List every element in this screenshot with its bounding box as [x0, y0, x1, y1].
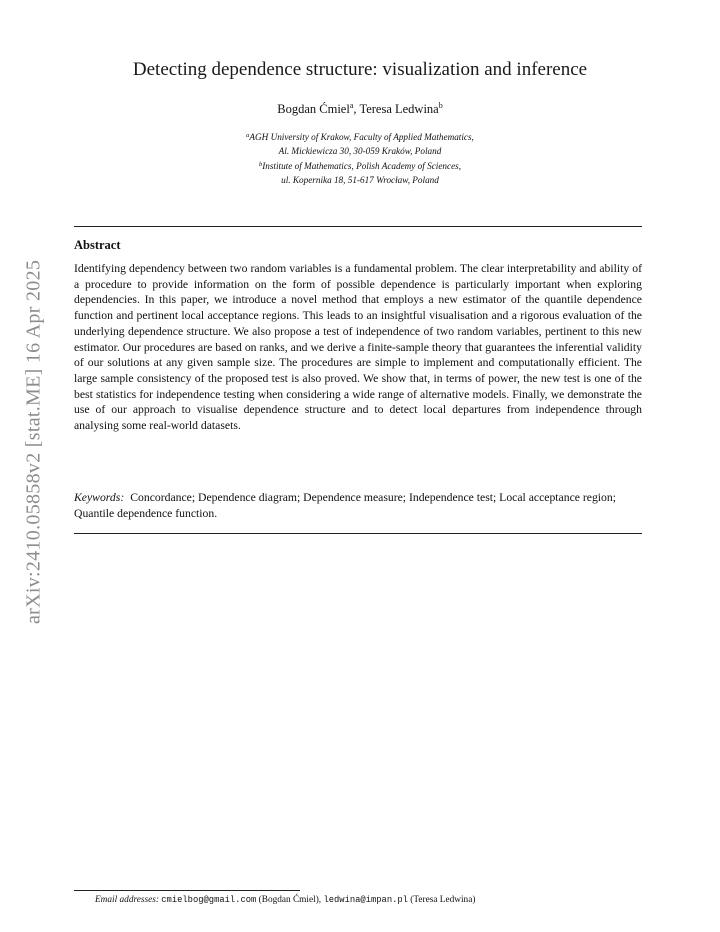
affil-mark: a [246, 132, 250, 139]
author-line [0, 101, 720, 117]
arxiv-identifier: arXiv:2410.05858v2 [stat.ME] 16 Apr 2025 [22, 259, 45, 625]
keywords-text: Concordance; Dependence diagram; Dependence measure; Independence test; Local acceptance region; Quantile dependence function. [74, 491, 616, 520]
affiliation-line: ul. Kopernika 18, 51-617 Wrocław, Poland [281, 175, 439, 185]
author-name: Teresa Ledwina [359, 102, 439, 116]
email-footnote [95, 895, 695, 905]
affil-mark: b [258, 161, 263, 168]
affiliation-line: Al. Mickiewicza 30, 30-059 Kraków, Poland [278, 146, 442, 156]
email-link[interactable]: cmielbog@gmail.com [161, 895, 257, 905]
paper-title: Detecting dependence structure: visualization and inference [132, 59, 588, 80]
email-link[interactable]: ledwina@impan.pl [323, 895, 408, 905]
author-affil-mark: b [438, 101, 443, 110]
top-divider [74, 226, 642, 227]
email-label: Email addresses: [95, 895, 159, 905]
footnote-rule [74, 890, 300, 891]
abstract-heading: Abstract [74, 238, 121, 252]
email-owner: (Teresa Ledwina) [410, 895, 476, 905]
keywords [74, 490, 642, 521]
author-separator: , [353, 102, 360, 116]
email-owner: (Bogdan Ćmiel), [258, 895, 322, 905]
author-affil-mark: a [349, 101, 354, 110]
keywords-label: Keywords: [74, 491, 125, 504]
bottom-divider [74, 533, 642, 534]
abstract-text: Identifying dependency between two random variables is a fundamental problem. The clear interpretability and ability of a procedure to provide information on the form of possible dependence is particularly important when exploring dependencies. In this paper, we introduce a novel method that employs a new estimator of the quantile dependence function and pertinent local acceptance regions. This leads to an insightful visualisation and a rigorous evaluation of the underlying dependence structure. We also propose a test of independence of two random variables, pertinent to this new estimator. Our procedures are based on ranks, and we derive a finite-sample theory that guarantees the inferential validity of our solutions at any given sample size. The procedures are simple to implement and computationally efficient. The large sample consistency of the proposed test is also proved. We show that, in terms of power, the new test is one of the best statistics for independence testing when considering a wide range of alternative models. Finally, we demonstrate the use of our approach to visualise dependence structure and to detect local departures from independence through analysing some real-world datasets. [74, 262, 642, 433]
affiliations [0, 129, 720, 187]
author-name: Bogdan Ćmiel [277, 102, 350, 116]
affiliation-line: $^b$Institute of Mathematics, Polish Academy of Sciences, [258, 161, 462, 171]
affiliation-line: $^a$AGH University of Krakow, Faculty of Applied Mathematics, [246, 132, 474, 142]
